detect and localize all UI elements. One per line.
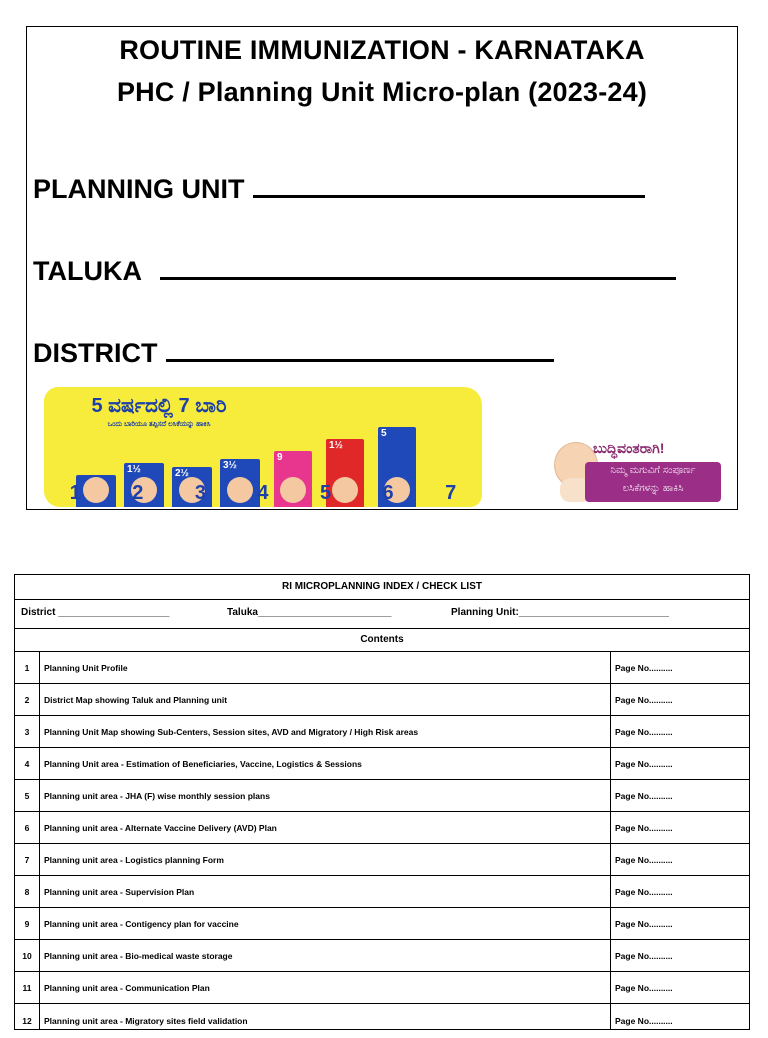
taluka-blank: Taluka________________________ <box>227 607 392 618</box>
slogan-line: ಲಸಿಕೆಗಳನ್ನು ಹಾಕಿಸಿ <box>622 483 684 494</box>
district-blank: District ____________________ <box>21 607 170 618</box>
taluka-label: TALUKA <box>33 256 142 286</box>
checklist-row <box>15 940 749 972</box>
tile-age-label: 2½ <box>175 468 189 479</box>
checklist-row <box>15 1004 749 1029</box>
slogan-box <box>585 462 721 502</box>
item-title: District Map showing Taluk and Planning unit <box>40 684 611 715</box>
item-number: 8 <box>15 876 40 907</box>
document-title: ROUTINE IMMUNIZATION - KARNATAKA <box>119 35 645 65</box>
item-number: 12 <box>15 1004 40 1029</box>
item-number: 7 <box>15 844 40 875</box>
checklist-row <box>15 844 749 876</box>
taluka-field <box>33 255 676 287</box>
page-number-blank: Page No.......... <box>615 983 673 993</box>
page-number-blank: Page No.......... <box>615 663 673 673</box>
checklist-header-fields <box>15 600 749 629</box>
page-number-blank: Page No.......... <box>615 791 673 801</box>
checklist-heading: RI MICROPLANNING INDEX / CHECK LIST <box>15 575 749 600</box>
slogan-line: ನಿಮ್ಮ ಮಗುವಿಗೆ ಸಂಪೂರ್ಣ <box>610 465 696 476</box>
visit-number: 7 <box>445 482 457 504</box>
page-number-blank: Page No.......... <box>615 887 673 897</box>
tile-age-label: 1½ <box>329 440 343 451</box>
page-number-blank: Page No.......... <box>615 823 673 833</box>
item-number: 5 <box>15 780 40 811</box>
visit-number: 1 <box>69 482 81 504</box>
page-number-blank: Page No.......... <box>615 951 673 961</box>
district-blank-line <box>166 337 554 362</box>
tile-age-label: 5 <box>381 428 387 439</box>
checklist-row <box>15 780 749 812</box>
taluka-blank-line <box>160 255 676 280</box>
item-number: 2 <box>15 684 40 715</box>
tile-age-label: 1½ <box>127 464 141 475</box>
planning-unit-blank: Planning Unit:___________________________ <box>451 607 669 618</box>
planning-unit-label: PLANNING UNIT <box>33 174 245 204</box>
visit-numbers <box>44 482 482 505</box>
slogan-heading: ಬುದ್ಧಿವಂತರಾಗಿ! <box>593 440 665 456</box>
item-title: Planning Unit area - Estimation of Beneficiaries, Vaccine, Logistics & Sessions <box>40 748 611 779</box>
visit-number: 5 <box>319 482 332 504</box>
checklist-row <box>15 652 749 684</box>
contents-heading: Contents <box>15 629 749 652</box>
item-title: Planning unit area - Contigency plan for vaccine <box>40 908 611 939</box>
item-number: 4 <box>15 748 40 779</box>
item-title: Planning Unit Map showing Sub-Centers, Session sites, AVD and Migratory / High Risk areas <box>40 716 611 747</box>
checklist-row <box>15 716 749 748</box>
document-subtitle: PHC / Planning Unit Micro-plan (2023-24) <box>116 77 648 107</box>
item-title: Planning unit area - JHA (F) wise monthly session plans <box>40 780 611 811</box>
district-label: DISTRICT <box>33 338 158 368</box>
item-number: 9 <box>15 908 40 939</box>
item-title: Planning unit area - Communication Plan <box>40 972 611 1003</box>
visit-number: 4 <box>257 482 269 504</box>
visit-number: 2 <box>132 482 144 504</box>
item-title: Planning unit area - Bio-medical waste storage <box>40 940 611 971</box>
item-title: Planning unit area - Migratory sites field validation <box>40 1004 611 1029</box>
planning-unit-blank-line <box>253 173 645 198</box>
microplanning-checklist <box>14 574 750 1030</box>
item-title: Planning unit area - Alternate Vaccine Delivery (AVD) Plan <box>40 812 611 843</box>
checklist-row <box>15 972 749 1004</box>
page-number-blank: Page No.......... <box>615 695 673 705</box>
page-number-blank: Page No.......... <box>615 855 673 865</box>
page-number-blank: Page No.......... <box>615 919 673 929</box>
checklist-row <box>15 812 749 844</box>
item-title: Planning unit area - Logistics planning Form <box>40 844 611 875</box>
item-number: 3 <box>15 716 40 747</box>
checklist-row <box>15 748 749 780</box>
planning-unit-field <box>33 173 645 205</box>
banner-subline: ಒಂದು ಬಾರಿಯೂ ತಪ್ಪಿಸದೆ ಲಸಿಕೆಯನ್ನು ಹಾಕಿಸಿ <box>107 421 211 428</box>
checklist-row <box>15 876 749 908</box>
item-number: 11 <box>15 972 40 1003</box>
item-number: 6 <box>15 812 40 843</box>
visit-number: 6 <box>382 482 394 504</box>
checklist-row <box>15 908 749 940</box>
banner-headline: 5 ವರ್ಷದಲ್ಲಿ 7 ಬಾರಿ <box>91 395 227 417</box>
item-title: Planning unit area - Supervision Plan <box>40 876 611 907</box>
checklist-row <box>15 684 749 716</box>
vaccination-schedule-banner <box>44 387 482 507</box>
item-title: Planning Unit Profile <box>40 652 611 683</box>
page-number-blank: Page No.......... <box>615 727 673 737</box>
tile-age-label: 3½ <box>223 460 237 471</box>
page-number-blank: Page No.......... <box>615 759 673 769</box>
district-field <box>33 337 554 369</box>
page-number-blank: Page No.......... <box>615 1016 673 1026</box>
item-number: 10 <box>15 940 40 971</box>
tile-age-label: 9 <box>277 452 283 463</box>
checklist-rows <box>15 652 749 1029</box>
item-number: 1 <box>15 652 40 683</box>
cover-page <box>26 26 738 510</box>
immunization-slogan-image <box>530 440 716 510</box>
visit-number: 3 <box>194 482 206 504</box>
